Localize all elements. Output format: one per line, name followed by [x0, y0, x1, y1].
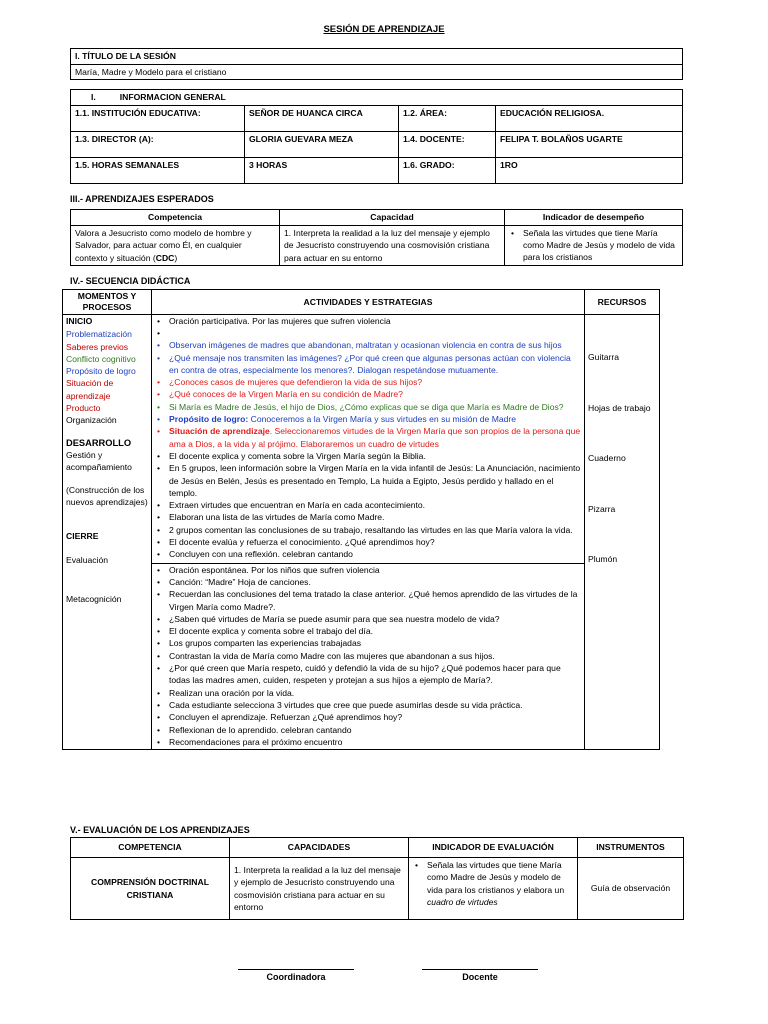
- activity-item: • El docente evalúa y refuerza el conocimiento. ¿Qué aprendimos hoy?: [155, 536, 581, 548]
- col-header: MOMENTOS Y PROCESOS: [63, 290, 152, 315]
- col-header: COMPETENCIA: [71, 838, 230, 858]
- col-header: RECURSOS: [585, 290, 660, 315]
- activity-item: • Realizan una oración por la vida.: [155, 687, 581, 699]
- expected-learning-heading: III.- APRENDIZAJES ESPERADOS: [70, 194, 214, 204]
- col-header: INSTRUMENTOS: [578, 838, 684, 858]
- col-header: Competencia: [71, 210, 280, 226]
- activity-item: • Los grupos comparten las experiencias trabajadas: [155, 637, 581, 649]
- capacity-cell: 1. Interpreta la realidad a la luz del mensaje y ejemplo de Jesucristo construyendo una cosmovisión cristiana para actuar en su entorno: [230, 858, 409, 920]
- activity-item: • El docente explica y comenta sobre la Virgen María según la Biblia.: [155, 450, 581, 462]
- evaluation-table: [70, 837, 684, 920]
- col-header: INDICADOR DE EVALUACIÓN: [409, 838, 578, 858]
- activity-item: • 2 grupos comentan las conclusiones de su trabajo, resaltando las virtudes en las que María valora la vida.: [155, 524, 581, 536]
- general-info-heading: I. INFORMACION GENERAL: [71, 90, 683, 106]
- activity-item: • Oración participativa. Por las mujeres que sufren violencia: [155, 315, 581, 327]
- instrument-cell: Guía de observación: [578, 858, 684, 920]
- activity-item: • Recuerdan las conclusiones del tema tratado la clase anterior. ¿Qué hemos aprendido de las virtudes de la Virgen María como Madre?.: [155, 588, 581, 613]
- activity-item: • ¿Saben qué virtudes de María se puede asumir para que sea nuestra modelo de vida?: [155, 613, 581, 625]
- resource-item: Plumón: [588, 554, 618, 564]
- info-value: 1RO: [496, 157, 683, 183]
- activity-item: • Contrastan la vida de María como Madre con las mujeres que abandonan a sus hijos.: [155, 650, 581, 662]
- activity-item: • Observan imágenes de madres que abandonan, maltratan y ocasionan violencia en contra de sus hijos: [155, 339, 581, 351]
- col-header: Capacidad: [280, 210, 505, 226]
- general-info-table: [70, 89, 683, 184]
- session-title-value: María, Madre y Modelo para el cristiano: [71, 64, 683, 80]
- expected-learning-table: [70, 209, 683, 266]
- document-title: SESIÓN DE APRENDIZAJE: [323, 24, 445, 35]
- info-value: GLORIA GUEVARA MEZA: [245, 131, 399, 157]
- resource-item: Hojas de trabajo: [588, 402, 651, 413]
- activity-item: • Situación de aprendizaje. Seleccionaremos virtudes de la Virgen María que son propios de la persona que ama a Dios, a la vida y al prójimo. Elaboraremos un cuadro de virtudes: [155, 425, 581, 450]
- indicator-cell: • Señala las virtudes que tiene María como Madre de Jesús y modelo de vida para los cristianos y elabora un cuadro de virtudes: [409, 858, 578, 920]
- activity-item: • Concluyen con una reflexión. celebran cantando: [155, 548, 581, 560]
- activity-item: • Propósito de logro: Conoceremos a la Virgen María y sus virtudes en su misión de Madre: [155, 413, 581, 425]
- resource-item: Cuaderno: [588, 453, 626, 463]
- activity-item: • Si María es Madre de Jesús, el hijo de Dios, ¿Cómo explicas que se diga que María es Madre de Dios?: [155, 401, 581, 413]
- col-header: Indicador de desempeño: [505, 210, 683, 226]
- activity-item: • En 5 grupos, leen información sobre la Virgen María en la vida infantil de Jesús: La Anunciación, nacimiento de Jesús en Belén, Jesús es presentado en Templo, La huida a Egipto, Jesús perdido y hallado en el templo.: [155, 462, 581, 499]
- moments-column: INICIO Problematización Saberes previos Conflicto cognitivo Propósito de logro Situación de aprendizaje Producto Organización DESARROLLO Gestión y acompañamiento (Construcción de los nuevos aprendizajes) CIERRE Evaluación Metacognición: [63, 315, 152, 750]
- info-value: EDUCACIÓN RELIGIOSA.: [496, 105, 683, 131]
- competence-cell: Valora a Jesucristo como modelo de hombre y Salvador, para actuar como Él, en cualquier contexto y situación (CDC): [71, 225, 280, 266]
- session-title-table: [70, 48, 683, 80]
- info-value: FELIPA T. BOLAÑOS UGARTE: [496, 131, 683, 157]
- signature-teacher: Docente: [422, 969, 538, 982]
- activity-item: • Elaboran una lista de las virtudes de María como Madre.: [155, 511, 581, 523]
- info-key: 1.2. ÁREA:: [399, 105, 496, 131]
- info-value: 3 HORAS: [245, 157, 399, 183]
- evaluation-heading: V.- EVALUACIÓN DE LOS APRENDIZAJES: [70, 825, 250, 835]
- indicator-cell: • Señala las virtudes que tiene María como Madre de Jesús y modelo de vida para los cristianos: [505, 225, 683, 266]
- resource-item: Pizarra: [588, 503, 616, 514]
- activity-item: • Canción: “Madre” Hoja de canciones.: [155, 576, 581, 588]
- capacity-cell: 1. Interpreta la realidad a la luz del mensaje y ejemplo de Jesucristo construyendo una cosmovisión cristiana para actuar en su entorno: [280, 225, 505, 266]
- info-key: 1.3. DIRECTOR (A):: [71, 131, 245, 157]
- info-key: 1.1. INSTITUCIÓN EDUCATIVA:: [71, 105, 245, 131]
- session-title-heading: I. TÍTULO DE LA SESIÓN: [71, 49, 683, 65]
- activity-item: • ¿Qué mensaje nos transmiten las imágenes? ¿Por qué creen que algunas personas actúan con violencia en contra de otras, especialmente los menores?. Dialogan respetándose mutuamente.: [155, 352, 581, 377]
- info-key: 1.5. HORAS SEMANALES: [71, 157, 245, 183]
- info-key: 1.4. DOCENTE:: [399, 131, 496, 157]
- activities-start: [152, 315, 585, 564]
- activities-closing: [152, 563, 585, 749]
- activity-item: • Concluyen el aprendizaje. Refuerzan ¿Qué aprendimos hoy?: [155, 711, 581, 723]
- activity-item: • Reflexionan de lo aprendido. celebran cantando: [155, 724, 581, 736]
- activity-item: • ¿Conoces casos de mujeres que defendieron la vida de sus hijos?: [155, 376, 581, 388]
- competence-cell: COMPRENSIÓN DOCTRINAL CRISTIANA: [71, 858, 230, 920]
- didactic-sequence-heading: IV.- SECUENCIA DIDÁCTICA: [70, 276, 191, 286]
- signature-coordinator: Coordinadora: [238, 969, 354, 982]
- col-header: ACTIVIDADES Y ESTRATEGIAS: [152, 290, 585, 315]
- activity-item: [155, 327, 581, 339]
- col-header: CAPACIDADES: [230, 838, 409, 858]
- activity-item: • Extraen virtudes que encuentran en María en cada acontecimiento.: [155, 499, 581, 511]
- activity-item: • Recomendaciones para el próximo encuentro: [155, 736, 581, 748]
- activity-item: • ¿Qué conoces de la Virgen María en su condición de Madre?: [155, 388, 581, 400]
- resources-column: [585, 315, 660, 750]
- resource-item: Guitarra: [588, 352, 620, 362]
- info-value: SEÑOR DE HUANCA CIRCA: [245, 105, 399, 131]
- activity-item: • El docente explica y comenta sobre el trabajo del día.: [155, 625, 581, 637]
- activity-item: • ¿Por qué creen que María respeto, cuidó y defendió la vida de su hijo? ¿Qué podemos hacer para que todas las madres amen, cuiden, respeten y protejan a sus hijos a ejemplo de María?.: [155, 662, 581, 687]
- didactic-sequence-table: [62, 289, 660, 750]
- info-key: 1.6. GRADO:: [399, 157, 496, 183]
- activity-item: • Oración espontánea. Por los niños que sufren violencia: [155, 564, 581, 576]
- activity-item: • Cada estudiante selecciona 3 virtudes que cree que puede asumirlas desde su vida práctica.: [155, 699, 581, 711]
